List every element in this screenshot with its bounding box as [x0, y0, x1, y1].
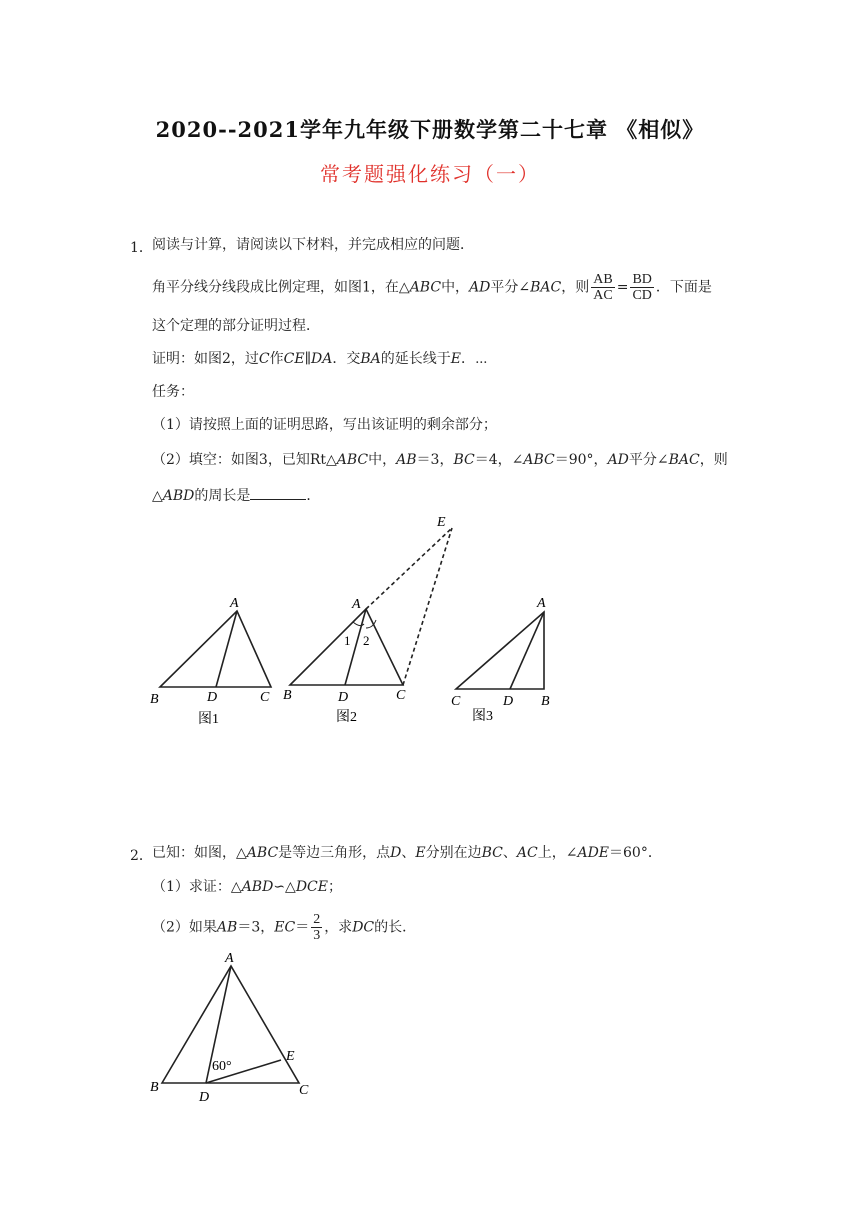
- q1-task-label: 任务：: [152, 384, 194, 400]
- q2-label-c: C: [299, 1083, 309, 1098]
- fig1-caption: 图1: [198, 712, 219, 727]
- q1-theorem: 角平分线分线段成比例定理，如图1，在△ABC中，AD平分∠BAC，则 $\frac{AB}{AC}$ = $\frac{BD}{CD}$ ．下面是: [152, 272, 712, 303]
- document-subtitle: 常考题强化练习（一）: [320, 162, 540, 186]
- q2-angle-label: 60°: [212, 1059, 232, 1074]
- fig2-caption: 图2: [336, 710, 357, 725]
- fig1-label-b: B: [150, 692, 159, 707]
- q2-part2: （2）如果AB＝3，EC＝ $\frac{2}{3}$ ，求DC的长．: [152, 912, 417, 943]
- q2-number: 2．: [130, 848, 153, 864]
- q1-intro: 阅读与计算，请阅读以下材料，并完成相应的问题．: [152, 237, 474, 253]
- fig1-label-a: A: [230, 596, 239, 611]
- fig3-label-b: B: [541, 694, 550, 709]
- fig2-label-d: D: [338, 690, 349, 705]
- fig1-label-c: C: [260, 690, 270, 705]
- q2-label-e: E: [286, 1049, 295, 1064]
- fig2-label-b: B: [283, 688, 292, 703]
- fig2-label-e: E: [437, 515, 446, 530]
- q2-part1: （1）求证：△ABD∽△DCE；: [152, 879, 342, 895]
- q1-task2-cont: △ABD的周长是 ．: [152, 485, 320, 506]
- q1-task1: （1）请按照上面的证明思路，写出该证明的剩余部分；: [152, 417, 497, 433]
- q2-intro: 已知：如图，△ABC是等边三角形，点D、E分别在边BC、AC上，∠ADE＝60°．: [152, 845, 662, 861]
- fig3-caption: 图3: [472, 709, 493, 724]
- q1-task2: （2）填空：如图3，已知Rt△ABC中，AB＝3，BC＝4，∠ABC＝90°，AD平分∠BAC，则: [152, 452, 728, 468]
- fraction-bd-cd: $\frac{BD}{CD}$: [632, 272, 652, 303]
- fig2-label-c: C: [396, 688, 406, 703]
- q1-number: 1．: [130, 240, 153, 256]
- fraction-ab-ac: $\frac{AB}{AC}$: [593, 272, 613, 303]
- q2-label-d: D: [199, 1090, 210, 1105]
- fig3-label-a: A: [537, 596, 546, 611]
- fraction-two-thirds: $\frac{2}{3}$: [313, 912, 321, 943]
- q1-theorem-cont: 这个定理的部分证明过程．: [152, 318, 320, 334]
- fig2-angle-2: 2: [363, 633, 370, 648]
- q2-label-b: B: [150, 1080, 159, 1095]
- fig3-label-d: D: [503, 694, 514, 709]
- fig1-label-d: D: [207, 690, 218, 705]
- q2-label-a: A: [225, 951, 234, 966]
- q1-proof: 证明：如图2，过C作CE∥DA．交BA的延长线于E．⋯: [152, 351, 488, 367]
- fig3-label-c: C: [451, 694, 461, 709]
- fig2-angle-1: 1: [344, 633, 351, 648]
- fig2-label-a: A: [352, 597, 361, 612]
- document-title: 2020--2021学年九年级下册数学第二十七章 《相似》: [155, 117, 705, 142]
